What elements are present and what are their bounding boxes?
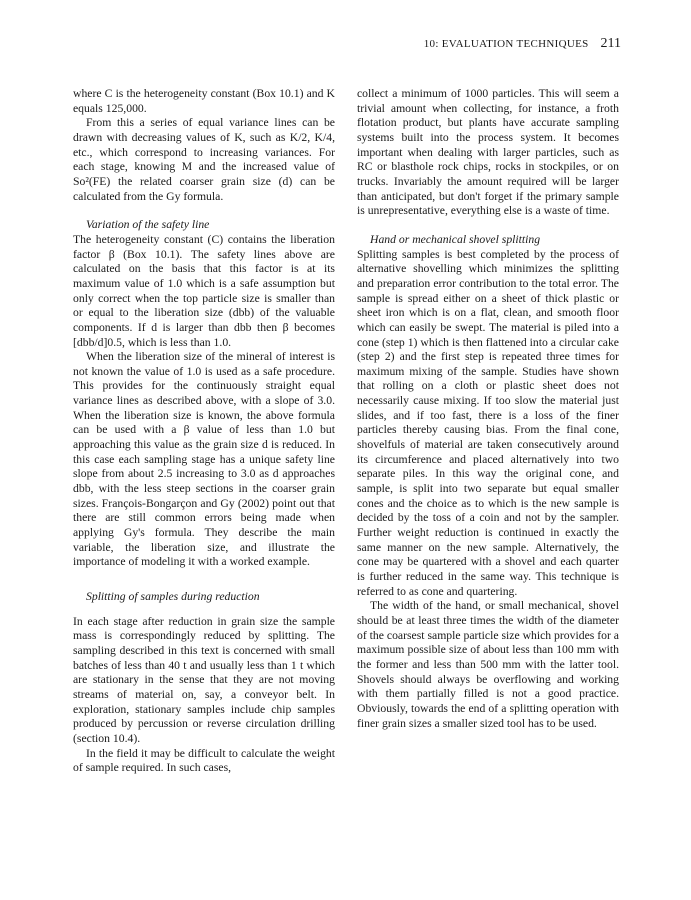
paragraph: From this a series of equal variance lines can be drawn with decreasing values of K, such as K/2, K/4, etc., which correspond to increasing variances. For each stage, knowing M and the increased value of So²(FE) the related coarser grain size (d) can be calculated from the Gy formula. [73,116,335,203]
right-column [357,87,619,731]
section-heading: Splitting of samples during reduction [86,590,260,603]
page-number: 211 [600,36,621,51]
chapter-title: 10: EVALUATION TECHNIQUES [423,38,589,50]
running-head [424,36,621,52]
paragraph: When the liberation size of the mineral of interest is not known the value of 1.0 is used as a safe procedure. This provides for the continuously straight equal variance lines as described above, with a slope of 3.0. When the liberation size is known, the above formula can be used with a β value of less than 1.0 but approaching this value as the grain size d is reduced. In this case each sampling stage has a unique safety line slope from about 2.5 increasing to 3.0 as d approaches dbb, with the less steep sections in the coarser grain sizes. François-Bongarçon and Gy (2002) point out that there are still common errors being made when applying Gy's formula. They describe the main variable, the liberation size, and illustrate the importance of modeling it with a worked example. [73,350,335,569]
section-heading: Variation of the safety line [86,218,210,232]
paragraph: Splitting samples is best completed by the process of alternative shovelling which minimizes the splitting and preparation error contribution to the total error. The sample is spread either on a sheet of thick plastic or sheet iron which is on a flat, clean, and smooth floor which can easily be swept. The material is piled into a cone (step 1) which is then flattened into a circular cake (step 2) and the first step is repeated three times for maximum mixing of the sample. Studies have shown that rolling on a cloth or plastic sheet does not necessarily cause mixing. If too slow the material just slides, and if too fast, there is a loss of the finer particles thereby causing bias. From the final cone, shovelfuls of material are taken consecutively around its circumference and placed alternatively into two separate piles. In this way the original cone, and sample, is split into two separate but equal smaller cones and the choice as to which is the new sample is decided by the toss of a coin and not by the sampler. Further weight reduction is continued in exactly the same manner on the new sample. Alternatively, the cone may be quartered with a shovel and each quarter is further reduced in the same way. This technique is referred to as cone and quartering. [357,247,619,598]
paragraph: where C is the heterogeneity constant (Box 10.1) and K equals 125,000. [73,87,335,115]
section-heading: Hand or mechanical shovel splitting [370,232,541,246]
left-column [73,87,335,776]
paragraph: collect a minimum of 1000 particles. This will seem a trivial amount when collecting, for instance, a froth flotation product, but plants have accurate sampling systems built into the process system. It becomes important when dealing with larger particles, such as RC or blasthole rock chips, rocks in stockpiles, or on trucks. Invariably the amount required will be larger than anticipated, but don't forget if the primary sample is unrepresentative, everything else is a waste of time. [357,87,619,218]
paragraph: The heterogeneity constant (C) contains the liberation factor β (Box 10.1). The safety lines above are calculated on the basis that this factor is at its maximum value of 1.0 which is a safe assumption but only correct when the top particle size is smaller than or equal to the liberation size (dbb) of the valuable components. If d is larger than dbb then β becomes [dbb/d]0.5, which is less than 1.0. [73,232,335,349]
paragraph: The width of the hand, or small mechanical, shovel should be at least three times the width of the diameter of the coarsest sample particle size which provides for a maximum possible size of about less than 100 mm with the former and less than 500 mm with the latter tool. Shovels should always be overflowing and working with them partially filled is not a good practice. Obviously, towards the end of a splitting operation with finer grain sizes a smaller sized tool has to be used. [357,599,619,730]
paragraph: In each stage after reduction in grain size the sample mass is correspondingly reduced by splitting. The sampling described in this text is concerned with small batches of less than 40 t and usually less than 1 t which are stationary in the sense that they are not moving streams of material on, say, a conveyor belt. In exploration, stationary samples include chip samples produced by percussion or reverse circulation drilling (section 10.4). [73,614,335,745]
paragraph: In the field it may be difficult to calculate the weight of sample required. In such cases, [73,746,335,775]
